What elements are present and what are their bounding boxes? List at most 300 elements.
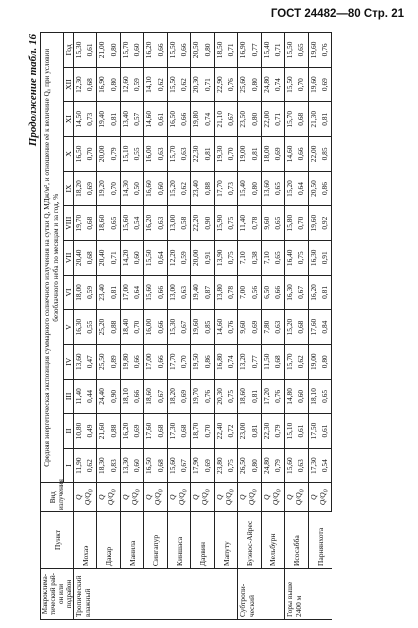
ratio-value-cell: 0,62 (177, 67, 191, 102)
q-value-cell: 14,10 (144, 67, 154, 102)
quantity-label: Q (214, 483, 224, 512)
ratio-value-cell: 0,89 (106, 344, 120, 379)
q-value-cell: 17,00 (144, 344, 154, 379)
ratio-value-cell: 0,57 (130, 102, 144, 137)
ratio-value-cell: 0,90 (200, 206, 214, 241)
ratio-value-cell: 0,66 (294, 137, 308, 172)
q-value-cell: 11,40 (74, 379, 84, 414)
ratio-value-cell: 0,67 (153, 379, 167, 414)
ratio-value-cell: 0,70 (294, 67, 308, 102)
q-value-cell: 16,20 (308, 275, 318, 310)
q-value-cell: 7,10 (238, 240, 248, 275)
station-cell: Дарвин (191, 512, 214, 569)
q-value-cell: 24,40 (97, 379, 107, 414)
q-value-cell: 16,90 (238, 33, 248, 68)
q-value-cell: 20,50 (191, 33, 201, 68)
ratio-value-cell: 0,87 (200, 275, 214, 310)
ratio-value-cell: 0,81 (106, 102, 120, 137)
q-value-cell: 15,50 (167, 33, 177, 68)
ratio-value-cell: 0,79 (271, 414, 285, 449)
q-value-cell: 18,70 (191, 414, 201, 449)
q-value-cell: 17,70 (167, 344, 177, 379)
ratio-value-cell: 0,58 (177, 206, 191, 241)
q-value-cell: 11,40 (238, 206, 248, 241)
ratio-value-cell: 0,63 (177, 275, 191, 310)
ratio-value-cell: 0,70 (177, 344, 191, 379)
ratio-value-cell: 0,80 (106, 33, 120, 68)
q-value-cell: 16,80 (214, 344, 224, 379)
q-value-cell: 15,60 (285, 448, 295, 483)
month-header: VI (63, 275, 73, 310)
q-value-cell: 19,80 (191, 102, 201, 137)
month-header: Год (63, 33, 73, 68)
q-value-cell: 16,40 (285, 240, 295, 275)
quantity-label: Q (120, 483, 130, 512)
ratio-value-cell: 0,62 (83, 448, 97, 483)
q-value-cell: 19,50 (191, 344, 201, 379)
ratio-label: $Q/Q_0$ (83, 483, 97, 512)
q-value-cell: 15,70 (120, 33, 130, 68)
ratio-label: $Q/Q_0$ (177, 483, 191, 512)
station-cell: Киншаса (167, 512, 190, 569)
ratio-value-cell: 0,67 (177, 448, 191, 483)
q-value-cell: 10,80 (74, 414, 84, 449)
ratio-value-cell: 0,65 (271, 240, 285, 275)
ratio-value-cell: 0,66 (153, 275, 167, 310)
month-header: XII (63, 67, 73, 102)
ratio-value-cell: 0,60 (130, 33, 144, 68)
ratio-value-cell: 0,59 (177, 240, 191, 275)
ratio-value-cell: 0,80 (247, 448, 261, 483)
q-value-cell: 14,60 (285, 137, 295, 172)
ratio-value-cell: 0,81 (247, 379, 261, 414)
quantity-label: Q (167, 483, 177, 512)
q-value-cell: 16,20 (144, 33, 154, 68)
q-value-cell: 7,80 (261, 310, 271, 345)
table-row (261, 33, 271, 620)
station-cell: Исосабба (285, 512, 308, 569)
q-value-cell: 24,80 (261, 448, 271, 483)
ratio-label: $Q/Q_0$ (200, 483, 214, 512)
q-value-cell: 13,00 (167, 275, 177, 310)
ratio-value-cell: 0,77 (247, 33, 261, 68)
q-value-cell: 22,90 (214, 67, 224, 102)
ratio-value-cell: 0,77 (247, 344, 261, 379)
ratio-value-cell: 0,70 (106, 171, 120, 206)
ratio-value-cell: 0,81 (318, 275, 332, 310)
ratio-value-cell: 0,76 (318, 33, 332, 68)
ratio-value-cell: 0,76 (271, 379, 285, 414)
q-value-cell: 18,10 (308, 379, 318, 414)
ratio-value-cell: 0,54 (130, 206, 144, 241)
q-value-cell: 16,50 (144, 448, 154, 483)
ratio-value-cell: 0,69 (130, 414, 144, 449)
ratio-value-cell: 0,71 (224, 33, 238, 68)
quantity-label: Q (261, 483, 271, 512)
ratio-value-cell: 0,63 (271, 310, 285, 345)
q-value-cell: 13,60 (74, 344, 84, 379)
ratio-value-cell: 0,73 (83, 102, 97, 137)
page-header-text: ГОСТ 24482—80 Стр. 21 (270, 8, 404, 20)
ratio-value-cell: 0,81 (247, 414, 261, 449)
ratio-value-cell: 0,81 (247, 137, 261, 172)
q-value-cell: 15,20 (285, 310, 295, 345)
ratio-value-cell: 0,69 (200, 448, 214, 483)
q-value-cell: 19,40 (97, 102, 107, 137)
q-value-cell: 14,30 (120, 171, 130, 206)
ratio-value-cell: 0,70 (130, 310, 144, 345)
col-quantity-header: Вид излучения (41, 483, 74, 512)
q-value-cell: 20,30 (191, 67, 201, 102)
q-value-cell: 16,50 (167, 102, 177, 137)
q-value-cell: 7,00 (238, 275, 248, 310)
q-value-cell: 23,00 (238, 414, 248, 449)
col-zone-header: Макроклима-тический рай-он или подрайон (41, 569, 74, 620)
ratio-value-cell: 0,68 (83, 240, 97, 275)
q-value-cell: 15,50 (285, 67, 295, 102)
table-row (308, 33, 318, 620)
ratio-value-cell: 0,66 (130, 379, 144, 414)
ratio-value-cell: 0,65 (294, 33, 308, 68)
q-value-cell: 17,00 (120, 275, 130, 310)
ratio-label: $Q/Q_0$ (247, 483, 261, 512)
ratio-value-cell: 0,69 (83, 171, 97, 206)
ratio-value-cell: 0,78 (224, 275, 238, 310)
q-value-cell: 21,00 (97, 33, 107, 68)
q-value-cell: 24,80 (261, 67, 271, 102)
ratio-value-cell: 0,56 (247, 275, 261, 310)
month-header: III (63, 379, 73, 414)
q-value-cell: 17,50 (308, 414, 318, 449)
ratio-value-cell: 0,67 (294, 275, 308, 310)
page-header (12, 4, 406, 26)
q-value-cell: 21,10 (214, 102, 224, 137)
table-body (74, 33, 332, 620)
table-row (214, 33, 224, 620)
table-row (238, 33, 248, 620)
q-value-cell: 18,60 (97, 206, 107, 241)
ratio-label: $Q/Q_0$ (294, 483, 308, 512)
q-value-cell: 18,20 (167, 379, 177, 414)
ratio-value-cell: 0,54 (318, 448, 332, 483)
q-value-cell: 16,20 (120, 414, 130, 449)
ratio-value-cell: 0,76 (224, 67, 238, 102)
ratio-value-cell: 0,66 (271, 275, 285, 310)
ratio-value-cell: 0,63 (294, 448, 308, 483)
ratio-value-cell: 0,60 (294, 379, 308, 414)
table-row (120, 33, 130, 620)
ratio-value-cell: 0,81 (106, 275, 120, 310)
q-value-cell: 16,30 (308, 240, 318, 275)
q-value-cell: 22,40 (214, 414, 224, 449)
q-value-cell: 15,40 (238, 171, 248, 206)
ratio-value-cell: 0,72 (224, 414, 238, 449)
ratio-value-cell: 0,69 (271, 137, 285, 172)
ratio-value-cell: 0,63 (153, 206, 167, 241)
q-value-cell: 19,60 (191, 310, 201, 345)
ratio-value-cell: 0,70 (294, 206, 308, 241)
q-value-cell: 19,70 (191, 379, 201, 414)
ratio-label: $Q/Q_0$ (318, 483, 332, 512)
q-value-cell: 19,40 (191, 275, 201, 310)
table-row (167, 33, 177, 620)
q-value-cell: 19,30 (214, 137, 224, 172)
ratio-value-cell: 0,68 (83, 67, 97, 102)
ratio-value-cell: 0,69 (247, 310, 261, 345)
table-row (74, 33, 84, 620)
ratio-value-cell: 0,60 (130, 448, 144, 483)
ratio-value-cell: 0,71 (271, 33, 285, 68)
ratio-value-cell: 0,65 (271, 206, 285, 241)
q-value-cell: 13,40 (120, 102, 130, 137)
ratio-label: $Q/Q_0$ (224, 483, 238, 512)
q-value-cell: 15,50 (285, 33, 295, 68)
ratio-value-cell: 0,61 (318, 414, 332, 449)
ratio-value-cell: 0,74 (224, 344, 238, 379)
ratio-value-cell: 0,60 (153, 171, 167, 206)
ratio-value-cell: 0,55 (130, 137, 144, 172)
ratio-value-cell: 0,63 (177, 137, 191, 172)
ratio-value-cell: 0,60 (130, 240, 144, 275)
q-value-cell: 20,00 (97, 137, 107, 172)
q-value-cell: 19,60 (308, 33, 318, 68)
q-value-cell: 11,90 (74, 448, 84, 483)
q-value-cell: 18,00 (74, 275, 84, 310)
table-row (191, 33, 201, 620)
q-value-cell: 15,30 (74, 33, 84, 68)
ratio-value-cell: 0,75 (224, 240, 238, 275)
ratio-value-cell: 0,61 (153, 102, 167, 137)
ratio-value-cell: 0,59 (83, 275, 97, 310)
ratio-value-cell: 0,80 (200, 33, 214, 68)
zone-cell: Тропический влажный (74, 569, 238, 620)
quantity-label: Q (238, 483, 248, 512)
q-value-cell: 18,00 (261, 137, 271, 172)
ratio-label: $Q/Q_0$ (106, 483, 120, 512)
q-value-cell: 18,30 (97, 448, 107, 483)
q-value-cell: 22,00 (261, 102, 271, 137)
q-value-cell: 15,70 (285, 102, 295, 137)
ratio-value-cell: 0,80 (106, 67, 120, 102)
ratio-value-cell: 0,66 (153, 33, 167, 68)
ratio-value-cell: 0,81 (200, 137, 214, 172)
q-value-cell: 19,60 (308, 206, 318, 241)
ratio-label: $Q/Q_0$ (130, 483, 144, 512)
q-value-cell: 13,90 (214, 240, 224, 275)
q-value-cell: 16,30 (74, 310, 84, 345)
q-value-cell: 20,00 (191, 240, 201, 275)
ratio-value-cell: 0,66 (153, 344, 167, 379)
ratio-value-cell: 0,73 (224, 171, 238, 206)
q-value-cell: 22,30 (191, 137, 201, 172)
q-value-cell: 13,80 (214, 275, 224, 310)
station-cell: Манила (120, 512, 143, 569)
ratio-value-cell: 0,80 (247, 171, 261, 206)
q-value-cell: 15,20 (285, 171, 295, 206)
ratio-value-cell: 0,70 (224, 137, 238, 172)
q-value-cell: 15,60 (144, 275, 154, 310)
q-value-cell: 18,50 (214, 33, 224, 68)
ratio-value-cell: 0,68 (294, 310, 308, 345)
table-row (285, 33, 295, 620)
q-value-cell: 14,60 (144, 102, 154, 137)
q-value-cell: 20,30 (214, 379, 224, 414)
ratio-value-cell: 0,79 (271, 448, 285, 483)
ratio-value-cell: 0,68 (83, 206, 97, 241)
station-cell: Мапуту (214, 512, 237, 569)
ratio-value-cell: 0,68 (271, 344, 285, 379)
ratio-value-cell: 0,68 (153, 448, 167, 483)
ratio-value-cell: 0,62 (153, 67, 167, 102)
q-value-cell: 9,60 (238, 310, 248, 345)
q-value-cell: 6,50 (261, 275, 271, 310)
header-row-1 (41, 33, 64, 620)
ratio-value-cell: 0,68 (294, 102, 308, 137)
ratio-value-cell: 0,92 (318, 206, 332, 241)
quantity-label: Q (191, 483, 201, 512)
quantity-label: Q (97, 483, 107, 512)
ratio-value-cell: 0,66 (177, 102, 191, 137)
q-value-cell: 15,40 (261, 33, 271, 68)
q-value-cell: 17,60 (144, 414, 154, 449)
radiation-table (40, 32, 332, 620)
month-header: X (63, 137, 73, 172)
q-value-cell: 18,60 (144, 379, 154, 414)
q-value-cell: 12,30 (74, 67, 84, 102)
q-value-cell: 19,00 (308, 344, 318, 379)
ratio-value-cell: 0,86 (200, 344, 214, 379)
month-header: I (63, 448, 73, 483)
ratio-value-cell: 0,79 (106, 137, 120, 172)
table-row (144, 33, 154, 620)
q-value-cell: 15,50 (167, 67, 177, 102)
q-value-cell: 15,80 (285, 206, 295, 241)
q-value-cell: 26,50 (238, 448, 248, 483)
q-value-cell: 14,60 (214, 310, 224, 345)
ratio-value-cell: 0,85 (200, 310, 214, 345)
q-value-cell: 25,20 (97, 310, 107, 345)
quantity-label: Q (74, 483, 84, 512)
month-header: XI (63, 102, 73, 137)
ratio-value-cell: 0,65 (318, 379, 332, 414)
q-value-cell: 22,30 (261, 414, 271, 449)
q-value-cell: 7,10 (261, 240, 271, 275)
q-value-cell: 15,50 (144, 240, 154, 275)
q-value-cell: 19,20 (97, 171, 107, 206)
station-cell: Дакар (97, 512, 120, 569)
q-value-cell: 18,20 (74, 171, 84, 206)
ratio-value-cell: 0,69 (177, 379, 191, 414)
ratio-value-cell: 0,80 (247, 67, 261, 102)
q-value-cell: 15,70 (285, 344, 295, 379)
station-cell: Мохаэ (74, 512, 97, 569)
station-cell: Сингапур (144, 512, 167, 569)
ratio-value-cell: 0,66 (177, 33, 191, 68)
station-cell: Буэнос-Айрес (238, 512, 261, 569)
q-value-cell: 19,70 (74, 206, 84, 241)
station-cell: Мельбурн (261, 512, 284, 569)
month-header: VII (63, 240, 73, 275)
rotated-table-container (26, 30, 406, 620)
month-header: IV (63, 344, 73, 379)
table-title: Средняя энергетическая экспозиция суммарного солнечного излучения на сутки Q, МДж/м², и отношение её к величине Q₀ при условии безоблачного неба по месяцам и за год, % (41, 33, 64, 483)
q-value-cell: 13,60 (261, 171, 271, 206)
ratio-value-cell: 0,61 (83, 33, 97, 68)
ratio-value-cell: 0,84 (318, 310, 332, 345)
q-value-cell: 15,10 (285, 414, 295, 449)
ratio-value-cell: 0,65 (271, 171, 285, 206)
ratio-value-cell: 0,88 (200, 171, 214, 206)
station-cell: Парнянхота (308, 512, 331, 569)
q-value-cell: 13,00 (167, 206, 177, 241)
q-value-cell: 17,30 (308, 448, 318, 483)
q-value-cell: 17,90 (191, 448, 201, 483)
q-value-cell: 18,10 (120, 379, 130, 414)
ratio-value-cell: 0,85 (318, 137, 332, 172)
q-value-cell: 13,20 (238, 344, 248, 379)
ratio-label: $Q/Q_0$ (153, 483, 167, 512)
ratio-value-cell: 0,75 (224, 379, 238, 414)
ratio-value-cell: 0,90 (106, 379, 120, 414)
q-value-cell: 14,50 (74, 102, 84, 137)
q-value-cell: 22,20 (191, 206, 201, 241)
q-value-cell: 15,20 (167, 171, 177, 206)
q-value-cell: 17,20 (261, 379, 271, 414)
q-value-cell: 16,60 (144, 171, 154, 206)
ratio-value-cell: 0,66 (153, 310, 167, 345)
q-value-cell: 23,80 (214, 448, 224, 483)
ratio-value-cell: 0,65 (106, 206, 120, 241)
q-value-cell: 18,60 (238, 379, 248, 414)
zone-cell: Субтропи-ческий (238, 569, 285, 620)
q-value-cell: 15,90 (214, 206, 224, 241)
q-value-cell: 16,00 (144, 310, 154, 345)
table-row (97, 33, 107, 620)
zone-cell: Горы выше 2400 м (285, 569, 332, 620)
ratio-value-cell: 0,64 (153, 240, 167, 275)
ratio-value-cell: 0,38 (247, 240, 261, 275)
q-value-cell: 16,30 (285, 275, 295, 310)
ratio-value-cell: 0,75 (224, 448, 238, 483)
ratio-value-cell: 0,68 (153, 414, 167, 449)
q-value-cell: 16,00 (144, 137, 154, 172)
q-value-cell: 16,20 (144, 206, 154, 241)
q-value-cell: 19,60 (308, 67, 318, 102)
ratio-value-cell: 0,81 (318, 102, 332, 137)
q-value-cell: 17,70 (214, 171, 224, 206)
col-station-header: Пункт (41, 512, 74, 569)
month-header: IX (63, 171, 73, 206)
q-value-cell: 17,30 (167, 414, 177, 449)
quantity-label: Q (144, 483, 154, 512)
q-value-cell: 15,10 (120, 137, 130, 172)
q-value-cell: 15,30 (167, 310, 177, 345)
q-value-cell: 22,00 (308, 137, 318, 172)
q-value-cell: 18,40 (120, 310, 130, 345)
month-header: V (63, 310, 73, 345)
q-value-cell: 25,50 (97, 344, 107, 379)
quantity-label: Q (308, 483, 318, 512)
ratio-value-cell: 0,63 (153, 137, 167, 172)
q-value-cell: 12,20 (167, 240, 177, 275)
q-value-cell: 23,50 (238, 102, 248, 137)
q-value-cell: 15,70 (167, 137, 177, 172)
ratio-value-cell: 0,64 (130, 275, 144, 310)
ratio-value-cell: 0,75 (224, 206, 238, 241)
q-value-cell: 19,00 (238, 137, 248, 172)
ratio-value-cell: 0,86 (318, 171, 332, 206)
q-value-cell: 11,50 (261, 344, 271, 379)
